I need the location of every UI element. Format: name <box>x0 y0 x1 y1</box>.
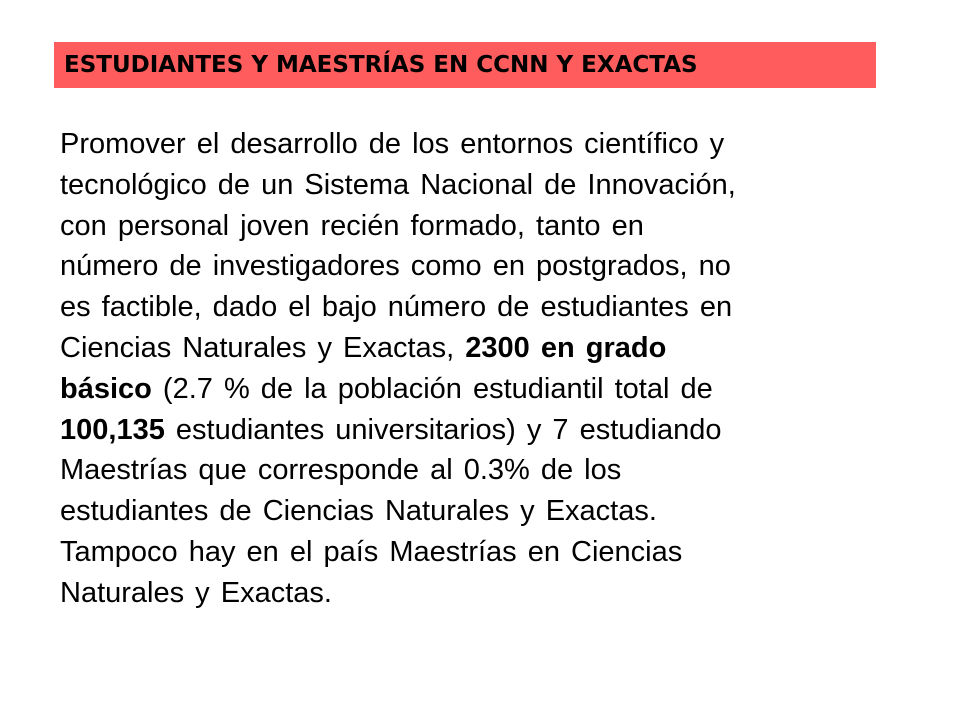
title-banner <box>54 42 876 88</box>
paragraph-line: número de investigadores como en postgrados, no <box>60 250 731 283</box>
highlight-text: básico <box>60 372 152 405</box>
slide-title: ESTUDIANTES Y MAESTRÍAS EN CCNN Y EXACTAS <box>64 52 698 78</box>
paragraph-line: Naturales y Exactas. <box>60 576 332 609</box>
highlight-text: 100,135 <box>60 413 165 446</box>
highlight-text: 2300 en grado <box>465 331 667 364</box>
paragraph-text: estudiantes universitarios) y 7 estudiando <box>164 413 722 446</box>
paragraph-text: (2.7 % de la población estudiantil total de <box>151 372 713 405</box>
paragraph-line <box>60 369 920 410</box>
paragraph-text: Ciencias Naturales y Exactas, <box>60 331 466 364</box>
paragraph-line: Tampoco hay en el país Maestrías en Ciencias <box>60 535 683 568</box>
paragraph-line: estudiantes de Ciencias Naturales y Exactas. <box>60 495 657 528</box>
paragraph-line <box>60 410 920 451</box>
paragraph-line: es factible, dado el bajo número de estudiantes en <box>60 291 733 324</box>
paragraph-line: tecnológico de un Sistema Nacional de Innovación, <box>60 168 736 201</box>
paragraph-line <box>60 328 920 369</box>
body-paragraph <box>60 124 920 614</box>
paragraph-line: con personal joven recién formado, tanto en <box>60 209 644 242</box>
paragraph-line: Maestrías que corresponde al 0.3% de los <box>60 454 622 487</box>
paragraph-line: Promover el desarrollo de los entornos científico y <box>60 128 725 160</box>
